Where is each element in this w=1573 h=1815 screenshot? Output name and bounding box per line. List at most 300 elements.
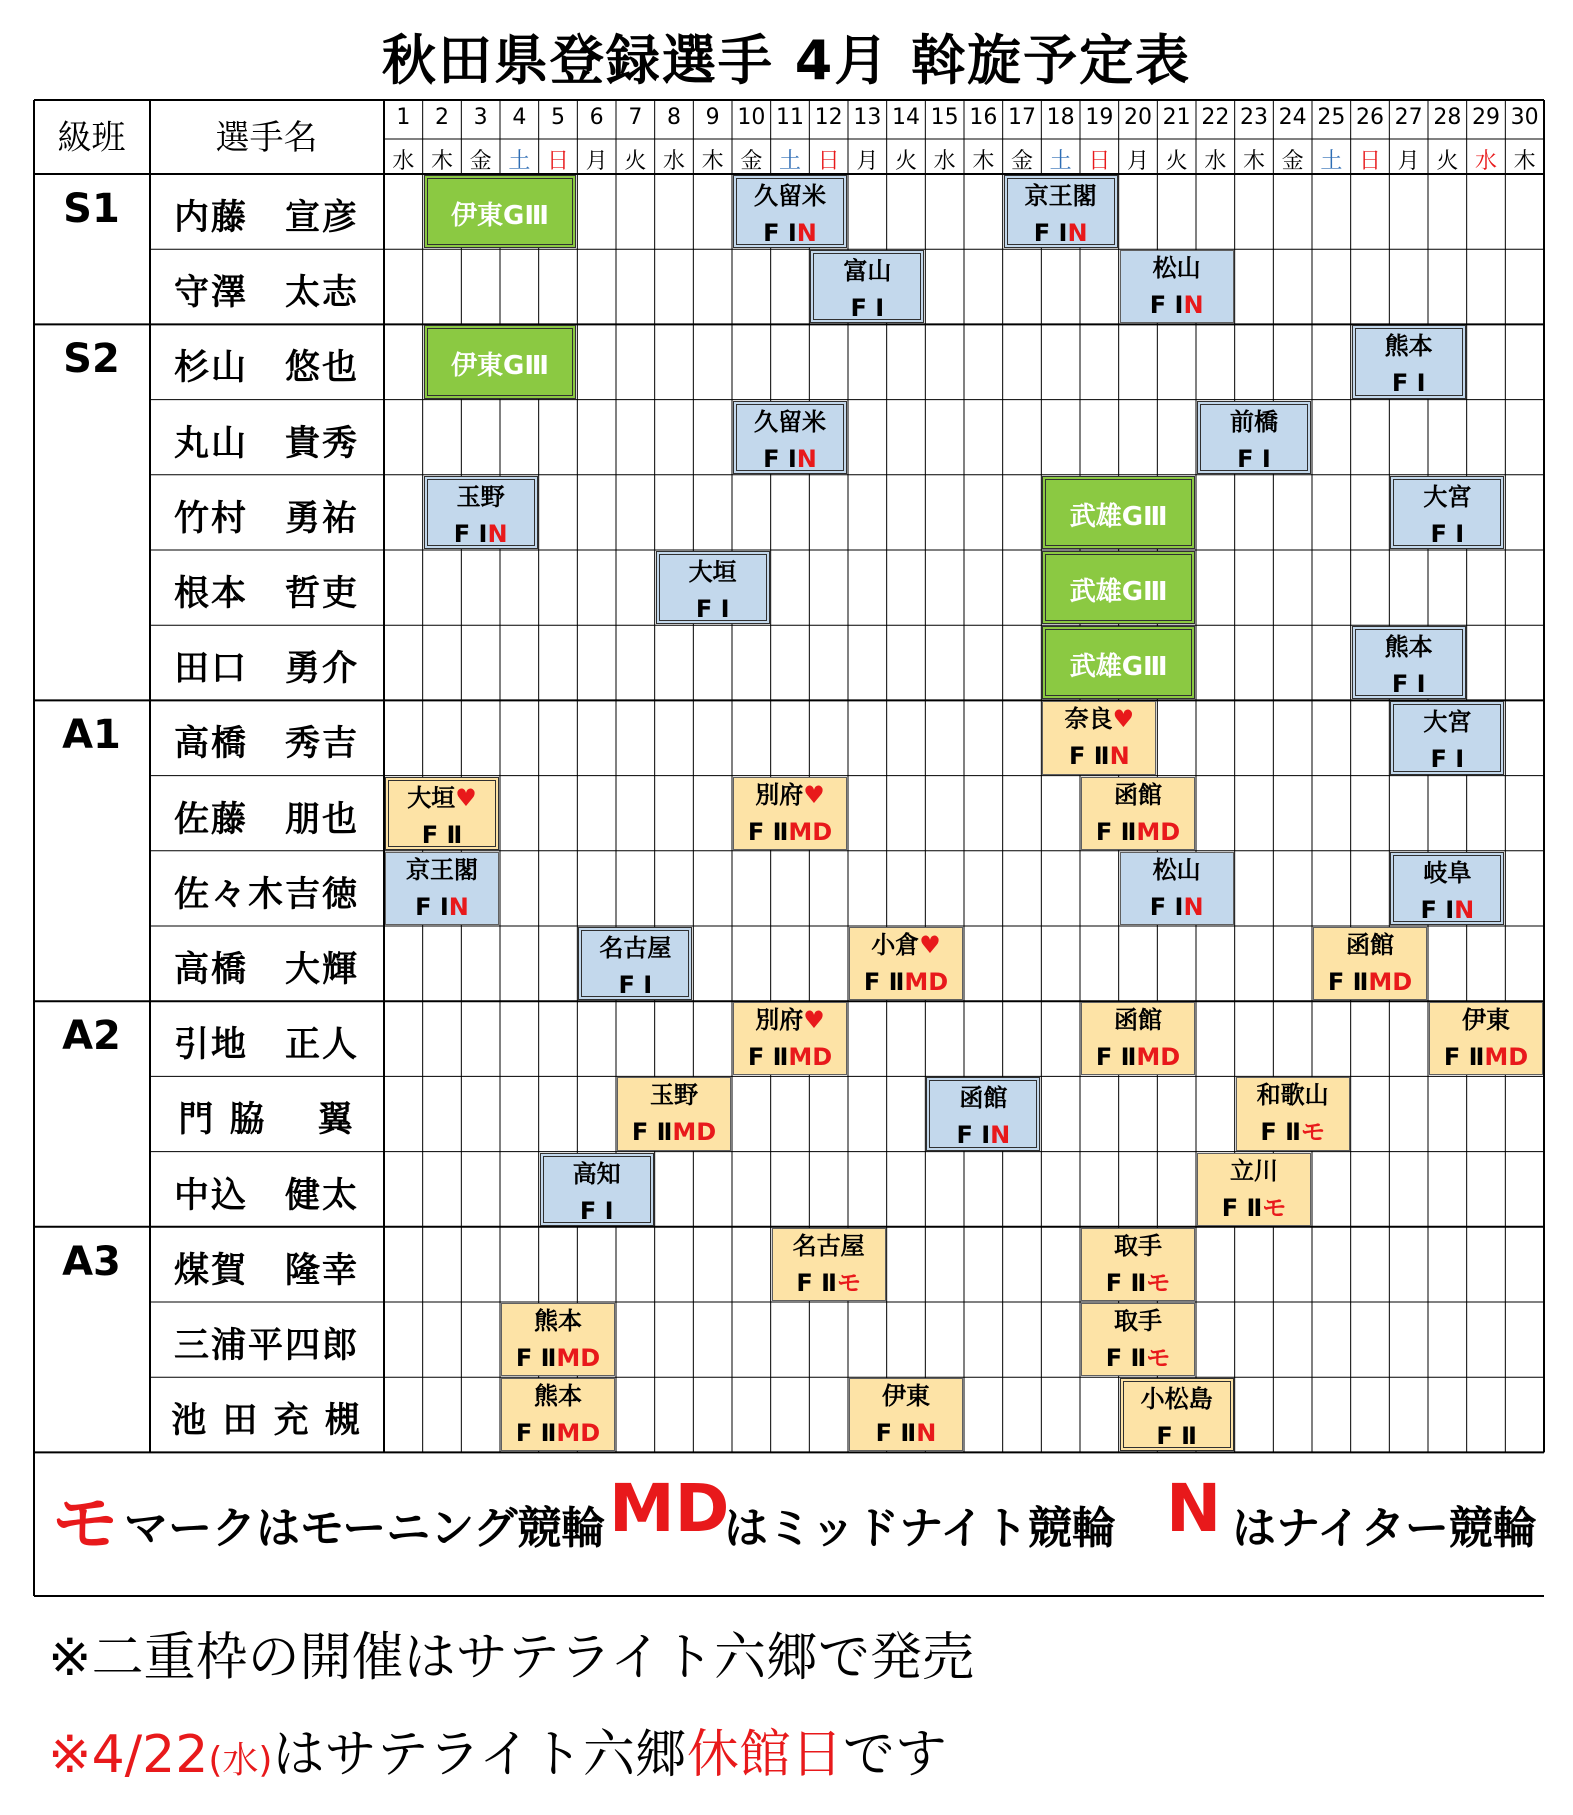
event-grade-line	[1082, 1266, 1194, 1303]
venue-name: 伊東GⅢ	[451, 351, 549, 382]
day-weekday: 日	[1088, 149, 1111, 174]
event-grade: F Ⅱ	[1221, 1193, 1263, 1222]
heart-icon: ♥	[455, 783, 477, 812]
day-number: 24	[1278, 105, 1307, 130]
event-grade-line	[1394, 517, 1500, 554]
venue-name: 奈良	[1064, 705, 1113, 734]
day-number: 30	[1510, 105, 1539, 130]
venue-name: 名古屋	[599, 934, 672, 962]
day-number: 12	[814, 105, 843, 130]
venue-name: 函館	[1114, 780, 1162, 809]
day-number: 2	[434, 105, 449, 130]
event-block	[1081, 1303, 1195, 1376]
event-grade: F Ⅱ	[1260, 1118, 1301, 1147]
legend-n-text: はナイター競輪	[1232, 1503, 1537, 1554]
event-grade-line	[428, 517, 534, 554]
day-weekday: 木	[1242, 149, 1265, 174]
event-grade-line	[737, 216, 843, 253]
event-venue	[618, 1078, 730, 1115]
venue-name: 大垣	[407, 783, 456, 812]
event-grade: F Ⅰ	[618, 971, 653, 999]
event-grade: F Ⅰ	[956, 1121, 991, 1150]
class-label: A3	[62, 1238, 121, 1285]
note-satellite-double-frame: ※二重枠の開催はサテライト六郷で発売	[48, 1628, 975, 1688]
event-mark: MD	[788, 1043, 833, 1072]
venue-name: 別府	[755, 1006, 804, 1035]
day-weekday: 水	[392, 149, 415, 174]
class-label: S2	[63, 336, 120, 383]
event-venue	[1394, 480, 1500, 517]
event-grade: F Ⅱ	[747, 817, 789, 846]
event-venue	[544, 1157, 650, 1194]
event-mark: モ	[1300, 1118, 1325, 1147]
event-grade-line	[734, 1040, 846, 1077]
event-block	[1313, 927, 1427, 1000]
day-number: 19	[1085, 105, 1114, 130]
event-mark: N	[916, 1419, 937, 1448]
class-label: A1	[62, 712, 121, 759]
event-mark: N	[1183, 892, 1204, 921]
venue-name: 伊東	[882, 1382, 930, 1411]
day-weekday: 月	[1126, 149, 1149, 174]
event-grade-line	[773, 1266, 885, 1303]
rider-name: 杉山 悠也	[173, 348, 359, 389]
event-mark: MD	[904, 968, 949, 996]
event-block	[733, 175, 847, 248]
event-mark: N	[796, 444, 817, 473]
rider-name: 煤賀 隆幸	[173, 1250, 359, 1291]
event-grade-line	[502, 1341, 614, 1378]
event-venue	[1356, 329, 1462, 366]
event-grade: F Ⅱ	[1327, 968, 1369, 996]
event-venue	[1124, 1382, 1230, 1419]
event-block	[385, 777, 499, 850]
event-block	[424, 325, 577, 398]
day-number: 26	[1355, 105, 1384, 130]
day-number: 22	[1201, 105, 1230, 130]
day-number: 5	[550, 105, 565, 130]
class-label: S1	[63, 186, 120, 232]
rider-name: 池 田 充 槻	[171, 1401, 362, 1442]
day-weekday: 日	[1358, 149, 1381, 174]
day-weekday: 月	[585, 149, 608, 174]
event-block	[733, 401, 847, 474]
venue-name: 大垣	[688, 558, 737, 586]
event-grade: F Ⅱ	[1095, 1043, 1137, 1072]
event-block	[1120, 250, 1234, 323]
day-weekday: 金	[469, 149, 492, 174]
event-venue	[1314, 928, 1426, 965]
event-grade-line	[734, 815, 846, 852]
day-number: 1	[396, 105, 411, 130]
venue-name: 富山	[843, 257, 892, 286]
event-grade: F Ⅱ	[515, 1344, 557, 1372]
venue-name: 伊東GⅢ	[451, 201, 549, 231]
heart-icon: ♥	[803, 1006, 825, 1035]
rider-name: 三浦平四郎	[173, 1326, 359, 1366]
day-number: 21	[1162, 105, 1191, 130]
day-weekday: 火	[1436, 149, 1459, 174]
rider-name: 佐々木吉徳	[173, 874, 359, 915]
event-grade-line	[1082, 815, 1194, 852]
event-venue	[389, 781, 495, 818]
venue-name: 小倉	[871, 931, 920, 959]
event-grade: F Ⅱ	[875, 1419, 917, 1448]
day-number: 18	[1046, 105, 1075, 130]
rider-name: 守澤 太志	[173, 273, 359, 314]
event-venue	[1082, 1003, 1194, 1040]
event-venue	[1043, 702, 1155, 739]
page-title: 秋田県登録選手 4月 斡旋予定表	[381, 29, 1192, 92]
event-block	[424, 175, 577, 248]
event-grade: F Ⅰ	[1149, 291, 1184, 320]
class-label: A2	[62, 1013, 121, 1060]
venue-name: 和歌山	[1256, 1081, 1329, 1110]
venue-name: 京王閣	[406, 855, 478, 884]
day-weekday: 火	[624, 149, 647, 174]
venue-name: 武雄GⅢ	[1069, 501, 1168, 532]
day-number: 28	[1433, 105, 1462, 130]
event-mark: N	[1109, 742, 1130, 771]
event-grade: F Ⅰ	[1430, 745, 1465, 774]
event-block	[1042, 476, 1195, 549]
rider-name: 田口 勇介	[173, 649, 359, 690]
event-block	[733, 1002, 847, 1075]
event-mark: MD	[1136, 817, 1181, 846]
day-weekday: 木	[972, 149, 995, 174]
day-weekday: 火	[1165, 149, 1188, 174]
event-venue	[582, 931, 688, 968]
event-mark: モ	[1146, 1344, 1171, 1372]
legend-n-mark: N	[1166, 1470, 1222, 1547]
event-venue	[930, 1081, 1036, 1118]
name-header: 選手名	[215, 118, 318, 158]
legend-md-text: はミッドナイト競輪	[724, 1503, 1117, 1554]
event-mark: モ	[1146, 1268, 1171, 1297]
venue-name: 玉野	[650, 1081, 698, 1110]
event-grade: F Ⅱ	[1105, 1344, 1147, 1372]
day-weekday: 月	[1397, 149, 1420, 174]
legend	[34, 1448, 1544, 1596]
event-block	[1236, 1077, 1350, 1150]
event-venue	[1046, 555, 1191, 629]
venue-name: 取手	[1114, 1307, 1162, 1335]
event-grade-line	[582, 968, 688, 1005]
note2-suffix: です	[842, 1725, 947, 1785]
heart-icon: ♥	[803, 780, 825, 809]
event-block	[1120, 852, 1234, 925]
event-grade: F Ⅰ	[763, 444, 797, 473]
venue-name: 熊本	[534, 1382, 582, 1411]
event-mark: N	[1067, 219, 1088, 247]
class-header: 級班	[57, 118, 126, 158]
event-mark: MD	[1368, 968, 1413, 996]
event-grade-line	[1394, 742, 1500, 779]
day-number: 20	[1123, 105, 1152, 130]
rider-name: 高橋 大輝	[173, 950, 359, 990]
event-grade-line	[1201, 442, 1307, 479]
event-block	[1352, 626, 1466, 699]
event-venue	[1198, 1154, 1310, 1191]
event-block	[849, 927, 963, 1000]
note-closed-day	[48, 1712, 947, 1787]
event-block	[1390, 701, 1504, 774]
event-venue	[1356, 630, 1462, 667]
event-grade: F Ⅰ	[1237, 444, 1271, 473]
event-venue	[1121, 251, 1233, 288]
event-mark: MD	[556, 1344, 601, 1372]
rider-name: 門 脇 翼	[178, 1100, 355, 1141]
day-weekday: 月	[856, 149, 879, 174]
event-grade: F Ⅱ	[1443, 1043, 1485, 1072]
event-block	[733, 777, 847, 850]
venue-name: 小松島	[1140, 1385, 1213, 1414]
event-grade-line	[1198, 1191, 1310, 1228]
day-number: 15	[930, 105, 959, 130]
venue-name: 京王閣	[1024, 182, 1097, 210]
event-block	[501, 1303, 615, 1376]
day-weekday: 土	[1320, 149, 1343, 174]
event-venue	[502, 1304, 614, 1341]
event-venue	[850, 928, 962, 965]
event-grade: F Ⅰ	[579, 1196, 614, 1225]
day-number: 29	[1471, 105, 1500, 130]
venue-name: 松山	[1152, 254, 1201, 283]
day-weekday: 土	[1049, 149, 1072, 174]
event-grade-line	[389, 818, 495, 855]
day-weekday: 金	[1010, 149, 1033, 174]
event-block	[1390, 852, 1504, 925]
event-venue	[1046, 630, 1191, 704]
event-grade: F Ⅰ	[695, 595, 730, 623]
event-mark: MD	[788, 817, 833, 846]
venue-name: 久留米	[754, 182, 826, 210]
legend-mo-text: マークはモーニング競輪	[124, 1503, 606, 1554]
event-block	[1081, 1002, 1195, 1075]
event-venue	[1121, 853, 1233, 890]
event-mark: MD	[1136, 1043, 1181, 1072]
heart-icon: ♥	[1112, 705, 1135, 734]
legend-md-mark: MD	[609, 1470, 730, 1547]
day-number: 3	[473, 105, 488, 130]
event-grade: F Ⅰ	[1391, 369, 1426, 398]
event-grade: F Ⅱ	[631, 1118, 673, 1147]
event-block	[1042, 551, 1195, 624]
event-grade: F Ⅰ	[453, 519, 488, 548]
event-grade: F Ⅱ	[1069, 742, 1110, 771]
note2-mid: はサテライト六郷	[272, 1725, 687, 1785]
event-venue	[1082, 1229, 1194, 1266]
rider-name: 中込 健太	[173, 1175, 359, 1216]
event-venue	[1394, 705, 1500, 742]
event-block	[1081, 777, 1195, 850]
rider-name: 佐藤 朋也	[173, 799, 359, 840]
event-mark: N	[487, 519, 508, 548]
event-venue	[734, 778, 846, 815]
day-number: 8	[666, 105, 681, 130]
event-block	[540, 1153, 654, 1226]
event-block	[501, 1378, 615, 1451]
heart-icon: ♥	[919, 931, 941, 959]
rider-name: 竹村 勇祐	[173, 498, 359, 539]
day-weekday: 金	[1281, 149, 1304, 174]
venue-name: 立川	[1230, 1156, 1278, 1185]
rider-name: 根本 哲吏	[173, 574, 359, 614]
event-mark: MD	[672, 1118, 717, 1147]
note2-paren: (水)	[208, 1740, 273, 1781]
event-venue	[734, 1003, 846, 1040]
event-block	[1042, 626, 1195, 699]
event-mark: N	[1454, 895, 1475, 924]
day-number: 10	[737, 105, 766, 130]
event-venue	[1237, 1078, 1349, 1115]
venue-name: 取手	[1114, 1231, 1162, 1260]
venue-name: 熊本	[1384, 332, 1433, 361]
event-block	[1429, 1002, 1543, 1075]
event-mark: N	[796, 219, 817, 247]
event-venue	[428, 480, 534, 517]
event-grade-line	[1121, 890, 1233, 927]
venue-name: 函館	[959, 1084, 1008, 1113]
day-weekday: 水	[1204, 149, 1227, 174]
venue-name: 武雄GⅢ	[1069, 577, 1168, 607]
event-venue	[1082, 778, 1194, 815]
event-venue	[737, 405, 843, 442]
event-mark: N	[1183, 291, 1204, 320]
event-grade-line	[850, 965, 962, 1002]
note2-red: 休館日	[686, 1725, 843, 1785]
venue-name: 大宮	[1423, 482, 1472, 511]
event-venue	[386, 853, 498, 890]
venue-name: 前橋	[1230, 407, 1278, 436]
event-mark: モ	[1262, 1193, 1287, 1222]
event-block	[1390, 476, 1504, 549]
event-grade: F Ⅱ	[796, 1268, 837, 1297]
event-grade-line	[1237, 1115, 1349, 1152]
event-venue	[1082, 1304, 1194, 1341]
venue-name: 武雄GⅢ	[1069, 652, 1168, 683]
event-mark: N	[448, 892, 469, 921]
event-venue	[737, 179, 843, 216]
venue-name: 久留米	[754, 407, 826, 436]
day-weekday: 土	[508, 149, 531, 174]
event-grade: F Ⅱ	[863, 968, 905, 996]
event-grade: F Ⅱ	[1095, 817, 1137, 846]
event-venue	[428, 179, 573, 253]
event-grade-line	[1394, 893, 1500, 930]
event-grade: F Ⅰ	[850, 294, 885, 323]
event-grade: F Ⅰ	[1391, 670, 1426, 699]
day-weekday: 木	[430, 149, 453, 174]
event-block	[1197, 401, 1311, 474]
event-block	[1004, 175, 1118, 248]
day-number: 14	[891, 105, 920, 130]
event-grade-line	[386, 890, 498, 927]
day-weekday: 金	[740, 149, 763, 174]
event-block	[1081, 1228, 1195, 1301]
event-block	[578, 927, 692, 1000]
event-mark: モ	[836, 1268, 861, 1297]
event-grade-line	[1082, 1040, 1194, 1077]
day-number: 16	[969, 105, 998, 130]
event-mark: N	[990, 1121, 1011, 1150]
event-mark: MD	[556, 1419, 601, 1448]
day-weekday: 日	[546, 149, 569, 174]
rider-name: 引地 正人	[173, 1025, 359, 1066]
venue-name: 松山	[1152, 855, 1201, 884]
event-venue	[773, 1229, 885, 1266]
venue-name: 伊東	[1462, 1006, 1510, 1035]
event-grade-line	[618, 1115, 730, 1152]
event-grade: F Ⅱ	[747, 1043, 789, 1072]
event-block	[385, 852, 499, 925]
day-number: 11	[775, 105, 804, 130]
event-grade-line	[737, 442, 843, 479]
day-weekday: 日	[817, 149, 840, 174]
event-block	[926, 1077, 1040, 1150]
event-block	[772, 1228, 886, 1301]
event-grade: F Ⅰ	[1430, 519, 1465, 548]
event-block	[617, 1077, 731, 1150]
event-venue	[1201, 405, 1307, 442]
venue-name: 熊本	[1384, 633, 1433, 662]
day-weekday: 水	[933, 149, 956, 174]
event-venue	[1008, 179, 1114, 216]
event-grade-line	[1430, 1040, 1542, 1077]
event-grade: F Ⅱ	[1105, 1268, 1147, 1297]
event-block	[1352, 325, 1466, 398]
event-grade: F Ⅰ	[1149, 892, 1184, 921]
event-grade-line	[660, 592, 766, 629]
event-grade-line	[814, 291, 920, 328]
event-grade-line	[1314, 965, 1426, 1002]
event-venue	[850, 1379, 962, 1416]
day-number: 7	[628, 105, 643, 130]
event-grade-line	[1043, 739, 1155, 776]
event-grade-line	[930, 1118, 1036, 1155]
event-grade: F Ⅰ	[763, 219, 797, 247]
event-block	[1120, 1378, 1234, 1451]
day-weekday: 土	[778, 149, 801, 174]
day-number: 25	[1317, 105, 1346, 130]
event-venue	[1430, 1003, 1542, 1040]
event-block	[849, 1378, 963, 1451]
event-grade-line	[1356, 667, 1462, 704]
rider-name: 内藤 宣彦	[173, 198, 359, 238]
day-number: 9	[705, 105, 720, 130]
event-grade: F Ⅱ	[421, 820, 463, 849]
venue-name: 函館	[1114, 1006, 1162, 1035]
day-weekday: 木	[1513, 149, 1536, 174]
event-block	[1197, 1153, 1311, 1226]
event-venue	[1046, 480, 1191, 554]
event-grade-line	[1008, 216, 1114, 253]
event-grade-line	[544, 1194, 650, 1231]
venue-name: 大宮	[1423, 708, 1472, 737]
event-block	[1042, 701, 1156, 774]
day-weekday: 水	[1474, 149, 1497, 174]
day-number: 13	[853, 105, 882, 130]
day-weekday: 木	[701, 149, 724, 174]
venue-name: 岐阜	[1423, 858, 1472, 887]
event-grade-line	[1121, 288, 1233, 325]
day-number: 6	[589, 105, 604, 130]
day-number: 23	[1239, 105, 1268, 130]
day-number: 17	[1007, 105, 1036, 130]
venue-name: 別府	[755, 780, 804, 809]
event-venue	[428, 329, 573, 403]
event-grade: F Ⅱ	[515, 1419, 557, 1448]
